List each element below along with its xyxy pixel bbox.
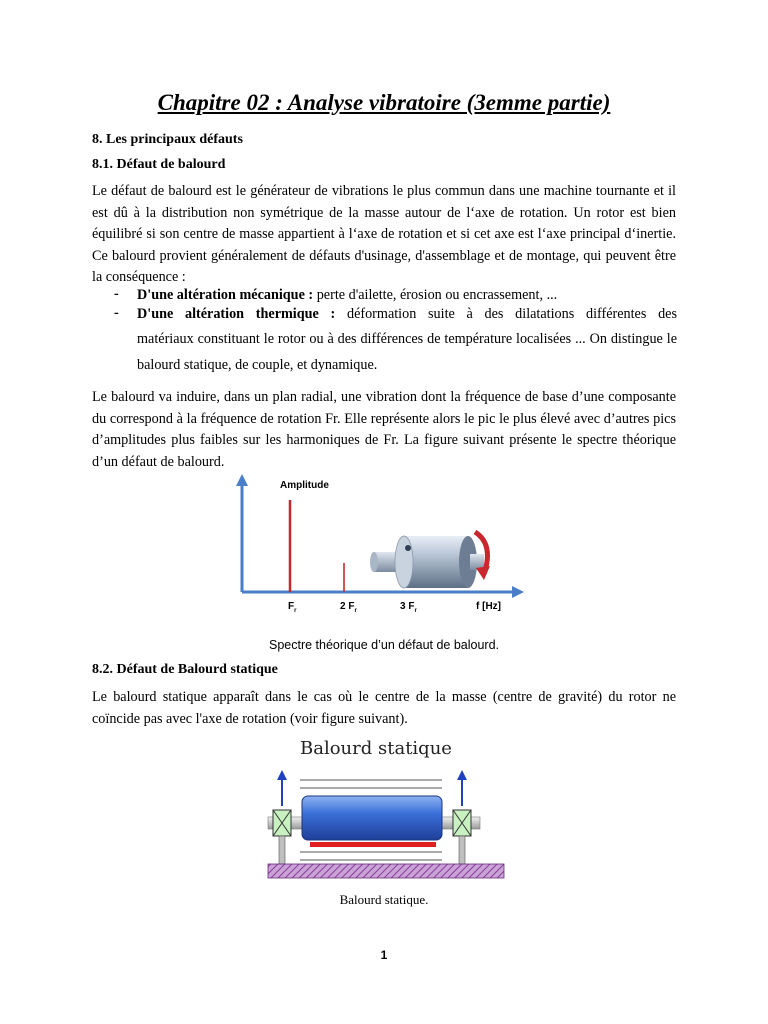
rotor — [302, 796, 442, 840]
y-axis-arrow-icon — [236, 474, 248, 486]
unbalance-mass — [310, 842, 436, 847]
bullet-text: perte d'ailette, érosion ou encrassement, ... — [313, 287, 558, 303]
tick-text: 2 F — [340, 601, 355, 612]
tick-subscript: r — [414, 608, 417, 614]
bullet-item-thermique — [137, 304, 677, 324]
page-number: 1 — [380, 948, 388, 962]
bullet-marker: - — [114, 286, 119, 302]
bullet-lead: D'une altération thermique : — [137, 306, 336, 322]
tick-subscript: r — [294, 608, 297, 614]
bullet-marker: - — [114, 305, 119, 321]
static-unbalance-figure — [262, 766, 512, 882]
ground-hatch — [268, 864, 504, 878]
arrow-up-icon — [457, 770, 467, 780]
x-axis-arrow-icon — [512, 586, 524, 598]
bearing-left-icon — [273, 810, 291, 864]
tick-text: F — [288, 601, 295, 612]
tick-subscript: r — [354, 608, 357, 614]
section-heading-8-2: 8.2. Défaut de Balourd statique — [92, 662, 278, 677]
bullet-lead: D'une altération mécanique : — [137, 287, 314, 303]
rotor-cylinder-icon — [370, 532, 490, 588]
section-heading-8: 8. Les principaux défauts — [92, 132, 243, 147]
paragraph-balourd-intro: Le défaut de balourd est le générateur de vibrations le plus commun dans une machine tournante et il est dû à la distribution non symétrique de la masse autour de l‘axe de rotation. Un rotor est bien équilibré si son centre de masse appartient à l‘axe de rotation et si cet axe est l‘axe principal d‘inertie. Ce balourd provient généralement de défauts d'usinage, d'assemblage et de montage, qui peuvent être la conséquence : — [92, 183, 676, 285]
figure-caption-spectrum: Spectre théorique d’un défaut de balourd. — [268, 638, 500, 652]
bullet-item-mecanique — [137, 285, 677, 305]
figure-title-balourd-statique: Balourd statique — [300, 738, 452, 759]
tick-label-3fr — [400, 601, 417, 614]
paragraph-balourd-statique: Le balourd statique apparaît dans le cas où le centre de la masse (centre de gravité) du rotor ne coïncide pas avec l'axe de rotation (voir figure suivant). — [92, 689, 676, 727]
bullet-continuation: matériaux constituant le rotor ou à des différences de température localisées ... On distingue le balourd statique, de couple, et dynamique. — [137, 331, 677, 373]
chapter-title: Chapitre 02 : Analyse vibratoire (3emme partie) — [157, 90, 611, 115]
y-axis-label: Amplitude — [280, 480, 329, 491]
section-heading-8-1: 8.1. Défaut de balourd — [92, 157, 226, 172]
figure-caption-balourd-statique: Balourd statique. — [339, 892, 429, 907]
paragraph-balourd-spectrum: Le balourd va induire, dans un plan radial, une vibration dont la fréquence de base d’une composante du correspond à la fréquence de rotation Fr. Elle représente alors le pic le plus élevé avec d’autres pics d’amplitudes plus faibles sur les harmoniques de Fr. La figure suivant présente le spectre théorique d’un défaut de balourd. — [92, 389, 676, 470]
tick-label-fr — [288, 601, 297, 614]
x-axis-label: f [Hz] — [476, 601, 501, 612]
tick-text: 3 F — [400, 601, 415, 612]
bearing-right-icon — [453, 810, 471, 864]
tick-label-2fr — [340, 601, 357, 614]
spectrum-figure — [232, 472, 532, 632]
arrow-up-icon — [277, 770, 287, 780]
bullet-text: déformation suite à des dilatations différentes des — [335, 306, 677, 322]
